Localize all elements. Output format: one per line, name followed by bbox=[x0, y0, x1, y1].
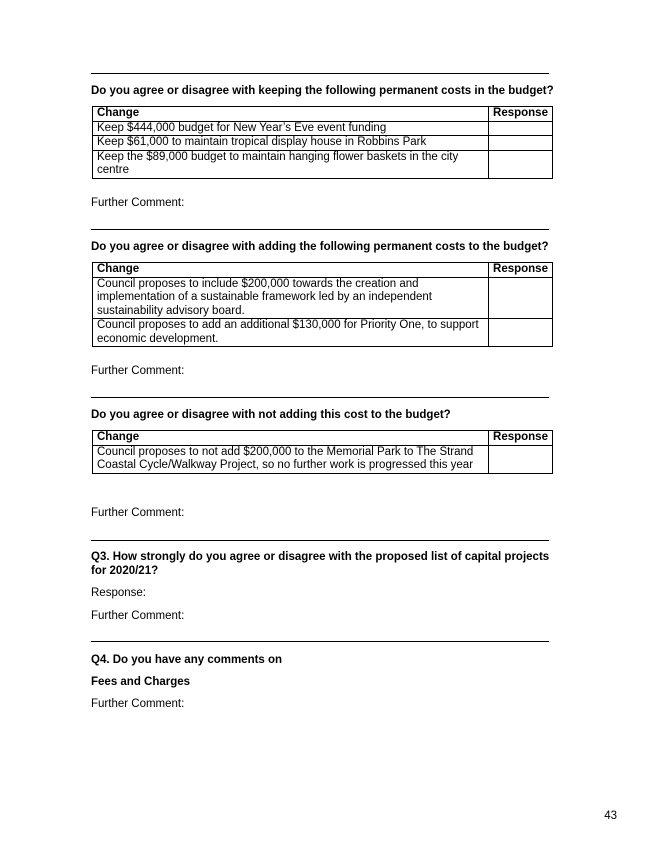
section3-question: Do you agree or disagree with not adding this cost to the budget? bbox=[91, 409, 451, 421]
change-cell: Council proposes to not add $200,000 to the Memorial Park to The Strand Coastal Cycle/Walkway Project, so no further work is progressed this year bbox=[93, 445, 489, 473]
change-cell: Council proposes to add an additional $130,000 for Priority One, to support economic development. bbox=[93, 319, 489, 347]
section2-question: Do you agree or disagree with adding the following permanent costs to the budget? bbox=[91, 241, 549, 253]
table-row bbox=[93, 121, 553, 136]
table-row bbox=[93, 319, 553, 347]
col-response-header: Response bbox=[489, 107, 553, 122]
divider-3 bbox=[91, 397, 549, 398]
q4-subheading: Fees and Charges bbox=[91, 676, 191, 688]
response-cell[interactable] bbox=[489, 150, 553, 178]
change-cell: Council proposes to include $200,000 towards the creation and implementation of a sustainable framework led by an independent sustainability advisory board. bbox=[93, 277, 489, 319]
table-header-row bbox=[93, 263, 553, 278]
table-row bbox=[93, 136, 553, 151]
col-change-header: Change bbox=[93, 107, 489, 122]
table-row bbox=[93, 445, 553, 473]
further-comment-label: Further Comment: bbox=[91, 197, 185, 209]
col-response-header: Response bbox=[489, 431, 553, 446]
further-comment-label: Further Comment: bbox=[91, 365, 185, 377]
q3-question: Q3. How strongly do you agree or disagree with the proposed list of capital projects for 2020/21? bbox=[91, 551, 550, 577]
col-change-header: Change bbox=[93, 263, 489, 278]
section3-table bbox=[92, 430, 553, 474]
table-header-row bbox=[93, 107, 553, 122]
response-cell[interactable] bbox=[489, 136, 553, 151]
divider-5 bbox=[91, 641, 549, 642]
change-cell: Keep the $89,000 budget to maintain hanging flower baskets in the city centre bbox=[93, 150, 489, 178]
divider-2 bbox=[91, 229, 549, 230]
response-cell[interactable] bbox=[489, 277, 553, 319]
change-cell: Keep $61,000 to maintain tropical display house in Robbins Park bbox=[93, 136, 489, 151]
table-row bbox=[93, 150, 553, 178]
table-row bbox=[93, 277, 553, 319]
section1-question: Do you agree or disagree with keeping the following permanent costs in the budget? bbox=[91, 85, 554, 97]
divider-4 bbox=[91, 540, 549, 541]
q3-further-comment-label: Further Comment: bbox=[91, 610, 185, 622]
q4-further-comment-label: Further Comment: bbox=[91, 698, 185, 710]
response-cell[interactable] bbox=[489, 121, 553, 136]
section2-table bbox=[92, 262, 553, 347]
section1-table bbox=[92, 106, 553, 179]
divider-1 bbox=[91, 73, 549, 74]
response-cell[interactable] bbox=[489, 445, 553, 473]
col-response-header: Response bbox=[489, 263, 553, 278]
page-number: 43 bbox=[604, 810, 617, 822]
response-cell[interactable] bbox=[489, 319, 553, 347]
further-comment-label: Further Comment: bbox=[91, 507, 185, 519]
table-header-row bbox=[93, 431, 553, 446]
col-change-header: Change bbox=[93, 431, 489, 446]
q4-question: Q4. Do you have any comments on bbox=[91, 654, 283, 666]
change-cell: Keep $444,000 budget for New Year’s Eve event funding bbox=[93, 121, 489, 136]
q3-response-label: Response: bbox=[91, 587, 146, 599]
